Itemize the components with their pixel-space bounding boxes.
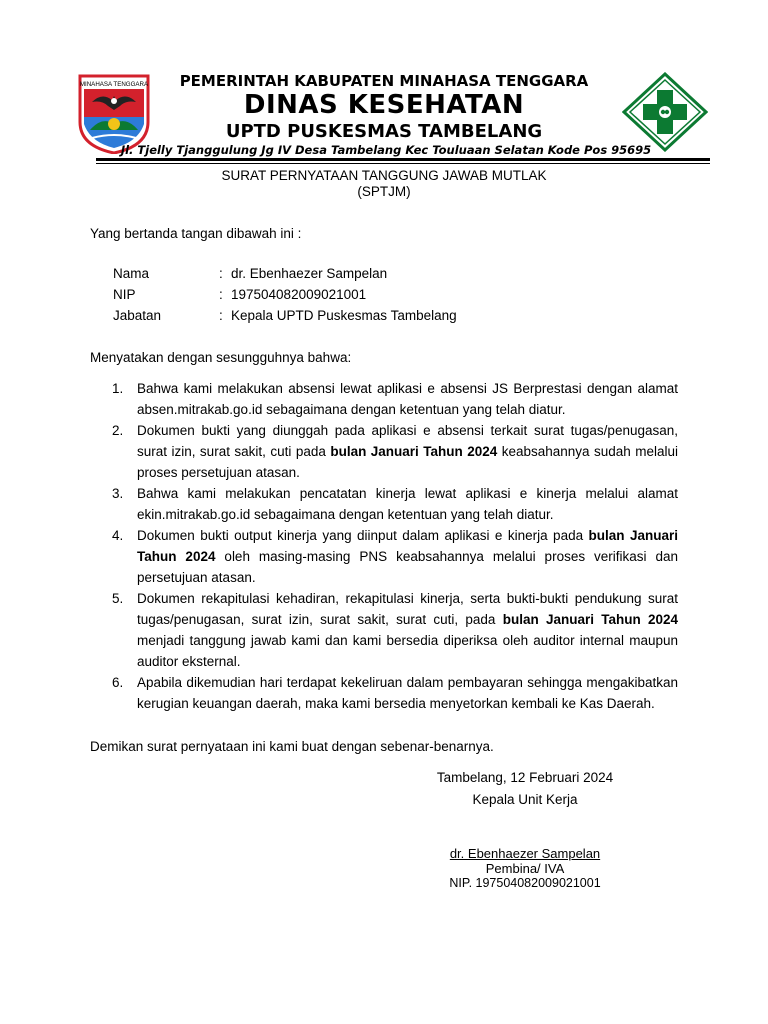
list-item: 2. Dokumen bukti yang diunggah pada aplikasi e absensi terkait surat tugas/penugasan, surat izin, surat sakit, cuti pada bulan Januari Tahun 2024 keabsahannya sudah melalui proses persetujuan atasan.: [112, 423, 678, 480]
identity-label: Jabatan: [113, 308, 162, 323]
signatory-nip: NIP. 197504082009021001: [449, 876, 601, 890]
letterhead-address: Jl. Tjelly Tjanggulung Jg IV Desa Tambelang Kec Touluaan Selatan Kode Pos 95695: [120, 143, 652, 157]
signature-name-wrap: [380, 846, 670, 862]
identity-row-nip: NIP : 197504082009021001: [113, 284, 673, 305]
letterhead-text: [150, 72, 618, 144]
letterhead-rule-thick: [96, 158, 710, 161]
identity-row-name: Nama : dr. Ebenhaezer Sampelan: [113, 263, 673, 284]
title-line-2: (SPTJM): [357, 184, 411, 199]
identity-value: dr. Ebenhaezer Sampelan: [231, 266, 388, 281]
identity-label: NIP: [113, 287, 136, 302]
statement-list: [90, 378, 678, 714]
unit-name: UPTD PUSKESMAS TAMBELANG: [225, 121, 543, 142]
identity-label: Nama: [113, 266, 150, 281]
signature-role: Kepala Unit Kerja: [472, 792, 578, 807]
list-item: 4. Dokumen bukti output kinerja yang diinput dalam aplikasi e kinerja pada bulan Januari Tahun 2024 oleh masing-masing PNS keabsahannya melalui proses verifikasi dan persetujuan atasan.: [112, 528, 679, 585]
document-title: [0, 168, 768, 200]
crest-text: MINAHASA TENGGARA: [79, 81, 149, 88]
government-name: PEMERINTAH KABUPATEN MINAHASA TENGGARA: [179, 72, 589, 90]
puskesmas-cross-icon: [622, 72, 708, 152]
letterhead-rule-thin: [96, 163, 710, 164]
title-line-1: SURAT PERNYATAAN TANGGUNG JAWAB MUTLAK: [221, 168, 547, 183]
intro-text: Yang bertanda tangan dibawah ini :: [90, 226, 302, 241]
identity-value: Kepala UPTD Puskesmas Tambelang: [231, 308, 457, 323]
signatory-name: dr. Ebenhaezer Sampelan: [449, 846, 601, 861]
list-item: 5. Dokumen rekapitulasi kehadiran, rekapitulasi kinerja, serta bukti-bukti pendukung surat tugas/penugasan, surat izin, surat sakit, surat cuti, pada bulan Januari Tahun 2024 menjadi tanggung jawab kami dan kami bersedia diperiksa oleh auditor internal maupun auditor eksternal.: [112, 591, 678, 669]
identity-value: 197504082009021001: [231, 287, 367, 302]
agency-name: DINAS KESEHATAN: [243, 90, 525, 120]
list-item: 3. Bahwa kami melakukan pencatatan kinerja lewat aplikasi e kinerja melalui alamat ekin.mitrakab.go.id sebagaimana dengan ketentuan yang telah diatur.: [112, 486, 678, 522]
list-item: 6. Apabila dikemudian hari terdapat kekeliruan dalam pembayaran sehingga mengakibatkan kerugian keuangan daerah, maka kami bersedia menyetorkan kembali ke Kas Daerah.: [112, 675, 678, 711]
regency-crest-icon: [78, 74, 150, 154]
identity-row-position: Jabatan : Kepala UPTD Puskesmas Tambelang: [113, 305, 673, 326]
signature-place-date: Tambelang, 12 Februari 2024: [436, 770, 614, 785]
signatory-rank: Pembina/ IVA: [485, 861, 565, 876]
closing-text: Demikan surat pernyataan ini kami buat dengan sebenar-benarnya.: [90, 739, 494, 754]
list-item: 1. Bahwa kami melakukan absensi lewat aplikasi e absensi JS Berprestasi dengan alamat absen.mitrakab.go.id sebagaimana dengan ketentuan yang telah diatur.: [112, 381, 678, 417]
statement-intro: Menyatakan dengan sesungguhnya bahwa:: [90, 350, 352, 365]
